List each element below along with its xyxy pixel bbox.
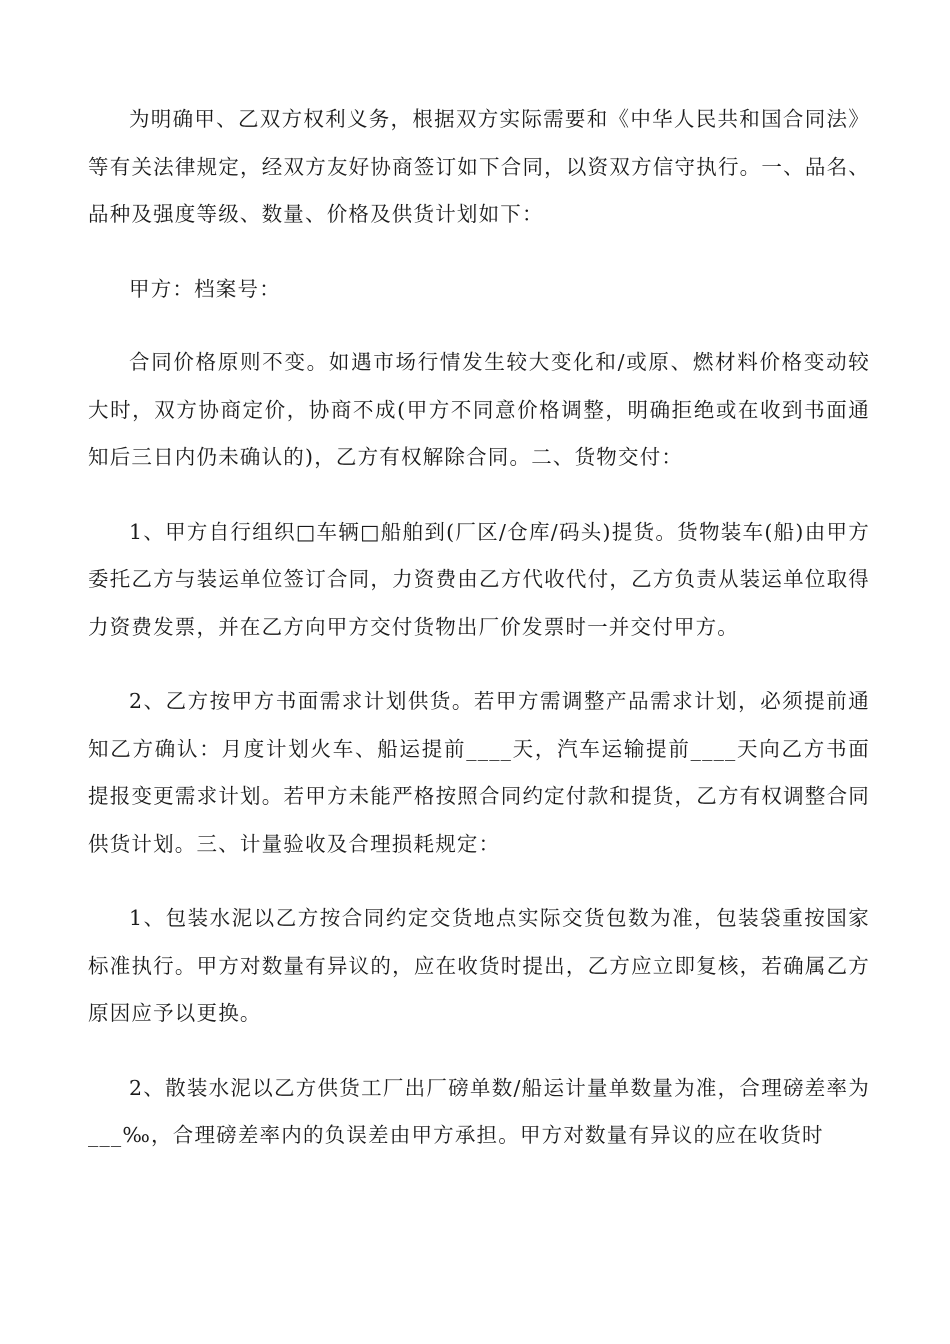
paragraph-preamble: 为明确甲、乙双方权利义务，根据双方实际需要和《中华人民共和国合同法》等有关法律规定，经双方友好协商签订如下合同，以资双方信守执行。一、品名、品种及强度等级、数量、价格及供货计划如下： [88, 107, 870, 226]
paragraph-supply-plan: 2、乙方按甲方书面需求计划供货。若甲方需调整产品需求计划，必须提前通知乙方确认：月度计划火车、船运提前____天，汽车运输提前____天向乙方书面提报变更需求计划。若甲方未能严格按照合同约定付款和提货，乙方有权调整合同供货计划。三、计量验收及合理损耗规定： [88, 689, 870, 856]
paragraph-party-a-archive: 甲方：档案号： [129, 276, 281, 301]
paragraph-bagged-cement: 1、包装水泥以乙方按合同约定交货地点实际交货包数为准，包装袋重按国家标准执行。甲方对数量有异议的，应在收货时提出，乙方应立即复核，若确属乙方原因应予以更换。 [88, 906, 870, 1025]
paragraph-bulk-cement: 2、散装水泥以乙方供货工厂出厂磅单数/船运计量单数量为准，合理磅差率为___‰，合理磅差率内的负误差由甲方承担。甲方对数量有异议的应在收货时 [88, 1075, 870, 1147]
paragraph-price-principle: 合同价格原则不变。如遇市场行情发生较大变化和/或原、燃材料价格变动较大时，双方协商定价，协商不成(甲方不同意价格调整，明确拒绝或在收到书面通知后三日内仍未确认的)，乙方有权解除合同。二、货物交付： [88, 350, 870, 469]
paragraph-delivery-pickup: 1、甲方自行组织□车辆□船舶到(厂区/仓库/码头)提货。货物装车(船)由甲方委托乙方与装运单位签订合同，力资费由乙方代收代付，乙方负责从装运单位取得力资费发票，并在乙方向甲方交付货物出厂价发票时一并交付甲方。 [88, 519, 870, 639]
contract-body [88, 96, 870, 1187]
